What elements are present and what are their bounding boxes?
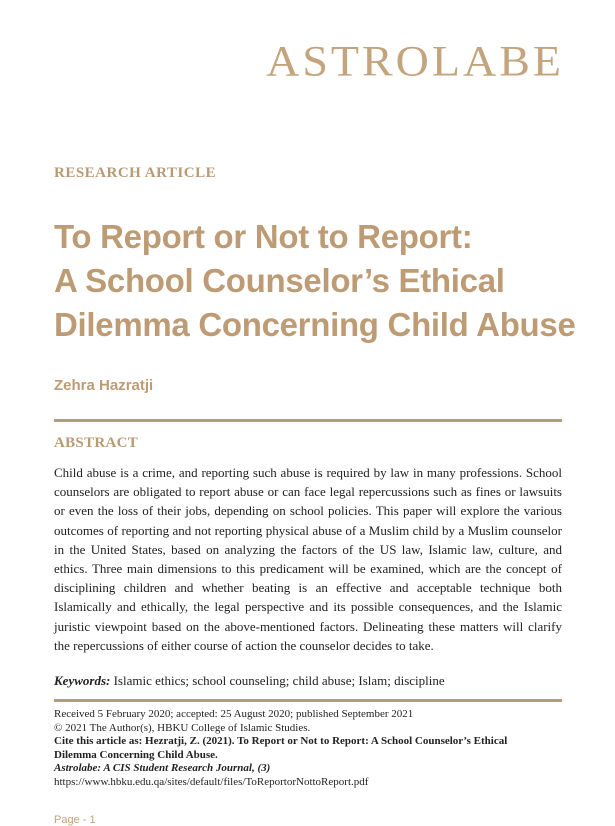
citation-line: Dilemma Concerning Child Abuse. (54, 748, 218, 761)
article-metadata (54, 708, 562, 790)
title-line: To Report or Not to Report: (54, 218, 473, 255)
keywords-label: Keywords: (54, 673, 111, 688)
article-type: RESEARCH ARTICLE (54, 165, 217, 181)
abstract-heading: ABSTRACT (54, 435, 139, 451)
divider-bottom (54, 699, 562, 702)
title-line: Dilemma Concerning Child Abuse (54, 306, 576, 343)
journal-name: Astrolabe: A CIS Student Research Journal, (3) (54, 762, 271, 775)
journal-logo: ASTROLABE (266, 36, 564, 85)
page-number: Page - 1 (54, 814, 96, 826)
copyright-notice: © 2021 The Author(s), HBKU College of Islamic Studies. (54, 721, 311, 734)
author-name: Zehra Hazratji (54, 377, 154, 394)
article-url[interactable]: https://www.hbku.edu.qa/sites/default/files/ToReportorNottoReport.pdf (54, 775, 369, 788)
article-title (54, 215, 574, 347)
title-line: A School Counselor’s Ethical (54, 262, 505, 299)
keywords (54, 673, 562, 689)
abstract-text: Child abuse is a crime, and reporting such abuse is required by law in many professions. School counselors are obligated to report abuse or can face legal repercussions such as fines or lawsuits or even the loss of their jobs, depending on school policies. This paper will explore the various outcomes of reporting and not reporting physical abuse of a Muslim child by a Muslim counselor in the United States, based on analyzing the factors of the US law, Islamic law, culture, and ethics. Three main dimensions to this predicament will be examined, which are the concept of disciplining children and whether beating is an effective and acceptable technique both Islamically and ethically, the legal perspective and its possible consequences, and the Islamic juristic viewpoint based on the above-mentioned factors. Delineating these matters will clarify the repercussions of either course of action the counselor decides to take. (54, 465, 562, 653)
received-dates: Received 5 February 2020; accepted: 25 August 2020; published September 2021 (54, 708, 414, 720)
divider-top (54, 419, 562, 422)
keywords-list: Islamic ethics; school counseling; child abuse; Islam; discipline (113, 673, 445, 688)
citation-line: Cite this article as: Hezratji, Z. (2021). To Report or Not to Report: A School Counselor’s Ethical (54, 735, 508, 748)
